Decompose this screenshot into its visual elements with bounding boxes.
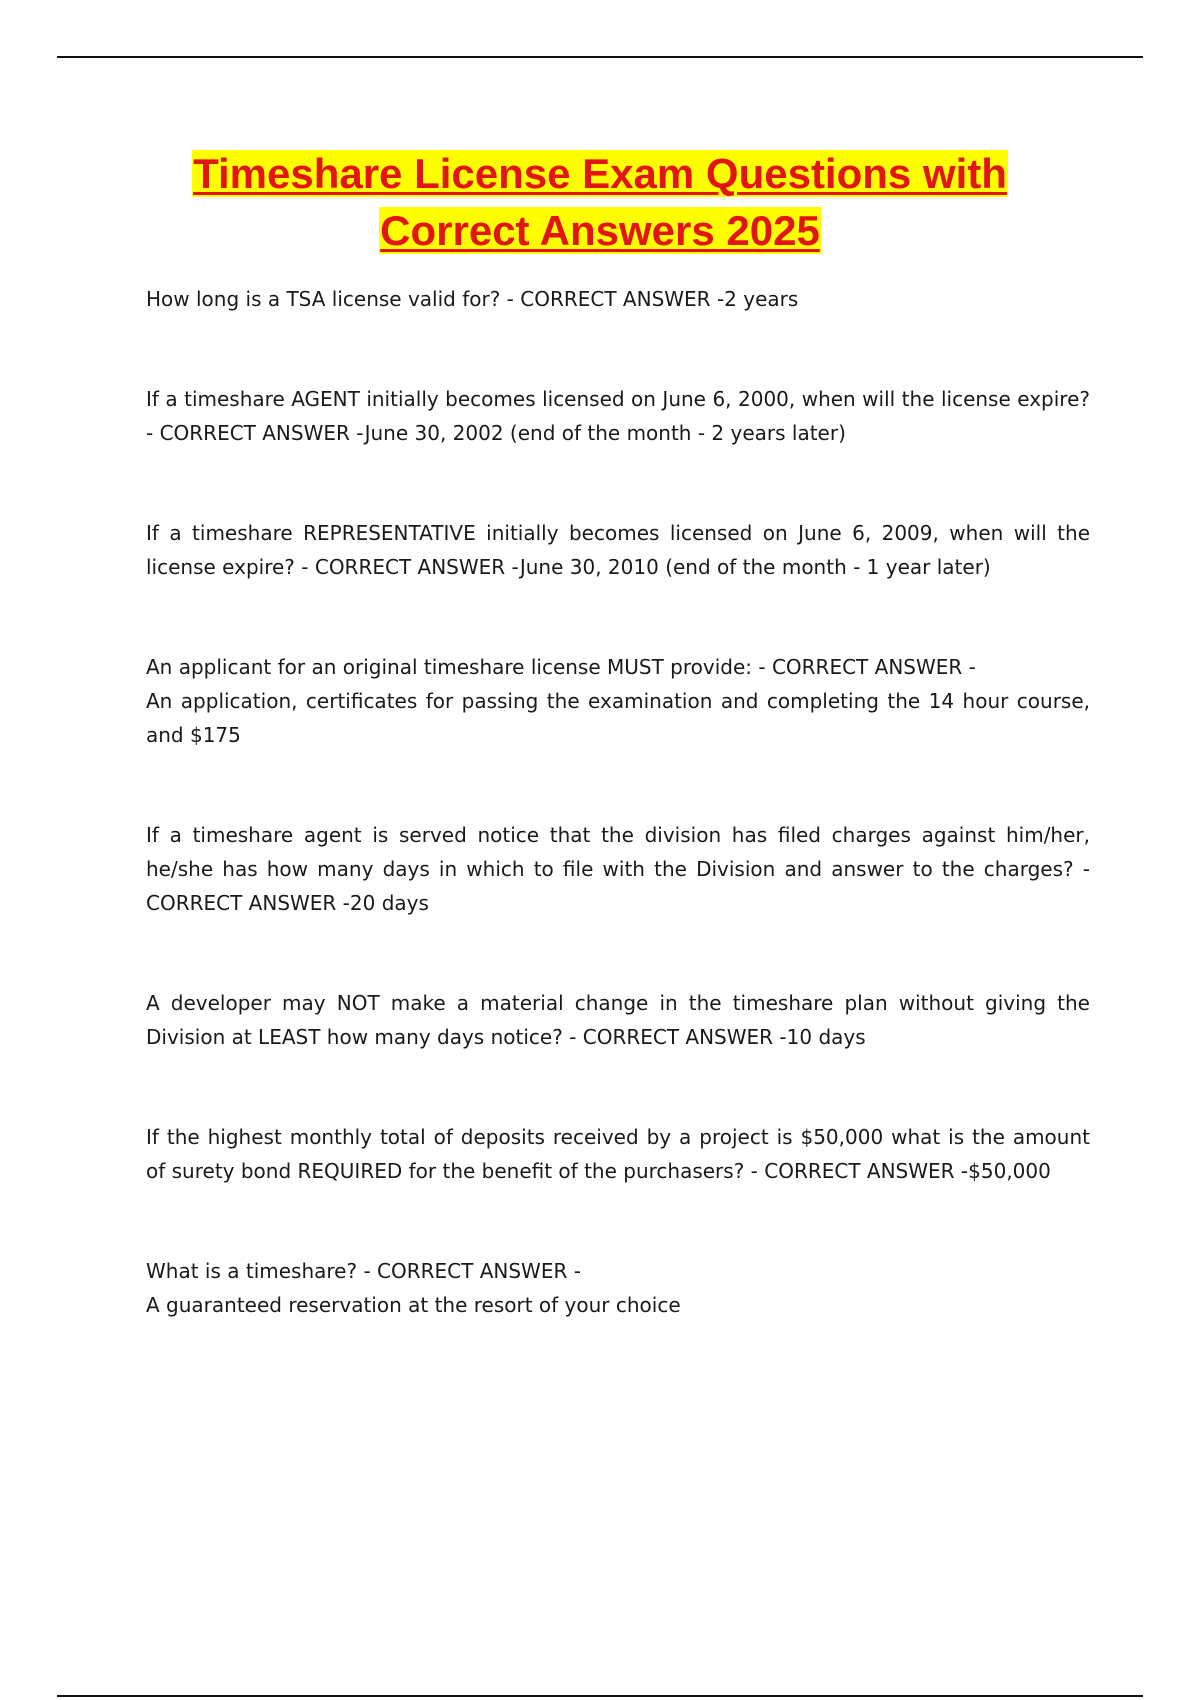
qa-item (146, 516, 1090, 584)
qa-text: If a timeshare AGENT initially becomes licensed on June 6, 2000, when will the license expire? - CORRECT ANSWER -June 30, 2002 (end of the month - 2 years later) (146, 387, 1090, 445)
qa-list (146, 282, 1090, 1322)
qa-item (146, 282, 1090, 316)
title-line-1: Timeshare License Exam Questions with (193, 150, 1007, 197)
qa-answer: A guaranteed reservation at the resort of your choice (146, 1293, 681, 1317)
qa-text: If a timeshare agent is served notice that the division has filed charges against him/her, he/she has how many days in which to file with the Division and answer to the charges? - CORRECT ANSWER -20 days (146, 823, 1090, 915)
qa-text: A developer may NOT make a material change in the timeshare plan without giving the Division at LEAST how many days notice? - CORRECT ANSWER -10 days (146, 991, 1090, 1049)
qa-item (146, 818, 1090, 920)
qa-item (146, 986, 1090, 1054)
document-title (60, 145, 1140, 259)
qa-text: How long is a TSA license valid for? - CORRECT ANSWER -2 years (146, 287, 799, 311)
qa-text: An applicant for an original timeshare license MUST provide: - CORRECT ANSWER - (146, 655, 976, 679)
bottom-rule (57, 1695, 1143, 1697)
qa-text: If a timeshare REPRESENTATIVE initially becomes licensed on June 6, 2009, when will the license expire? - CORRECT ANSWER -June 30, 2010 (end of the month - 1 year later) (146, 521, 1090, 579)
qa-text: What is a timeshare? - CORRECT ANSWER - (146, 1259, 581, 1283)
qa-item (146, 1254, 1090, 1322)
qa-answer: An application, certificates for passing the examination and completing the 14 hour course, and $175 (146, 689, 1090, 747)
qa-item (146, 1120, 1090, 1188)
qa-item (146, 382, 1090, 450)
title-line-2: Correct Answers 2025 (380, 207, 820, 254)
top-rule (57, 56, 1143, 58)
qa-item (146, 650, 1090, 752)
qa-text: If the highest monthly total of deposits received by a project is $50,000 what is the amount of surety bond REQUIRED for the benefit of the purchasers? - CORRECT ANSWER -$50,000 (146, 1125, 1090, 1183)
